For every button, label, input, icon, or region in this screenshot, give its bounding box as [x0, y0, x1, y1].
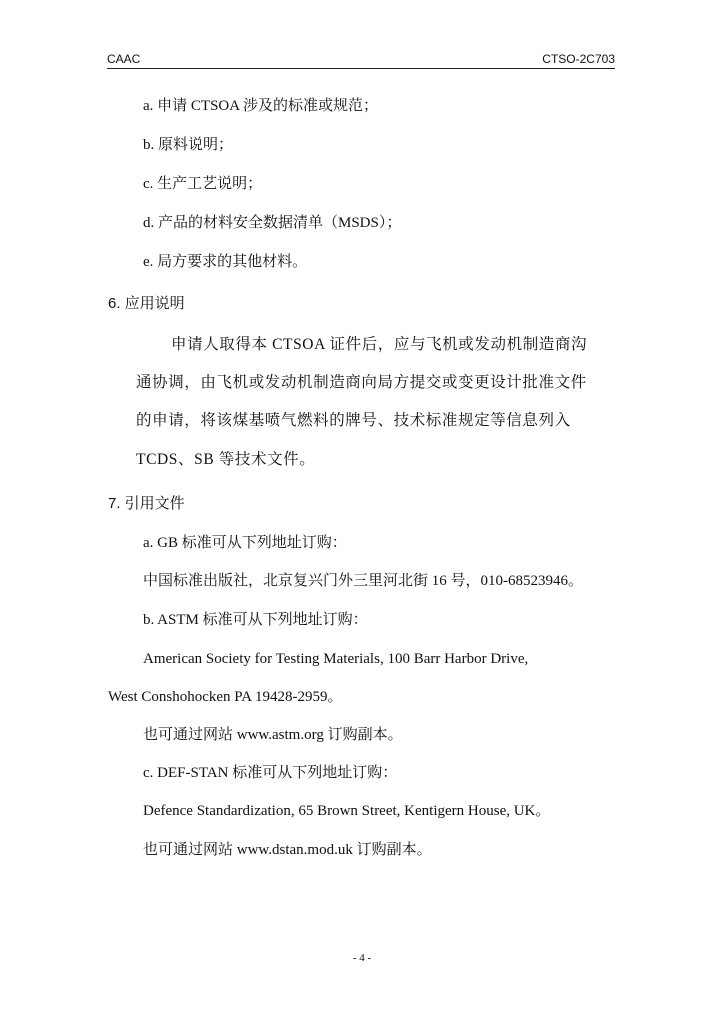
list-item-a: a. 申请 CTSOA 涉及的标准或规范；	[143, 98, 379, 114]
section-6-line-4: TCDS、SB 等技术文件。	[136, 451, 316, 468]
defstan-label: c. DEF-STAN 标准可从下列地址订购：	[143, 765, 398, 781]
astm-website: 也可通过网站 www.astm.org 订购副本。	[143, 727, 403, 743]
list-item-d: d. 产品的材料安全数据清单（MSDS）；	[143, 215, 402, 231]
list-item-e: e. 局方要求的其他材料。	[143, 254, 308, 270]
section-7-heading: 7. 引用文件	[108, 495, 185, 512]
list-item-b: b. 原料说明；	[143, 137, 234, 153]
astm-label: b. ASTM 标准可从下列地址订购：	[143, 612, 368, 628]
section-6-heading: 6. 应用说明	[108, 295, 185, 312]
astm-address-line-1: American Society for Testing Materials, 100 Barr Harbor Drive,	[143, 651, 529, 667]
defstan-website: 也可通过网站 www.dstan.mod.uk 订购副本。	[143, 842, 432, 858]
defstan-address: Defence Standardization, 65 Brown Street, Kentigern House, UK。	[143, 803, 551, 819]
section-6-line-2: 通协调，由飞机或发动机制造商向局方提交或变更设计批准文件	[136, 374, 587, 391]
list-item-c: c. 生产工艺说明；	[143, 176, 263, 192]
section-6-line-3: 的申请，将该煤基喷气燃料的牌号、技术标准规定等信息列入	[136, 412, 571, 429]
page-number: - 4 -	[352, 952, 372, 964]
header-org: CAAC	[107, 52, 141, 66]
page-header	[107, 52, 615, 69]
gb-address: 中国标准出版社，北京复兴门外三里河北街 16 号，010-68523946。	[143, 573, 583, 589]
astm-address-line-2: West Conshohocken PA 19428-2959。	[108, 689, 343, 705]
gb-label: a. GB 标准可从下列地址订购：	[143, 535, 347, 551]
section-6-line-1: 申请人取得本 CTSOA 证件后，应与飞机或发动机制造商沟	[171, 336, 588, 353]
header-doc-id: CTSO-2C703	[542, 52, 615, 66]
